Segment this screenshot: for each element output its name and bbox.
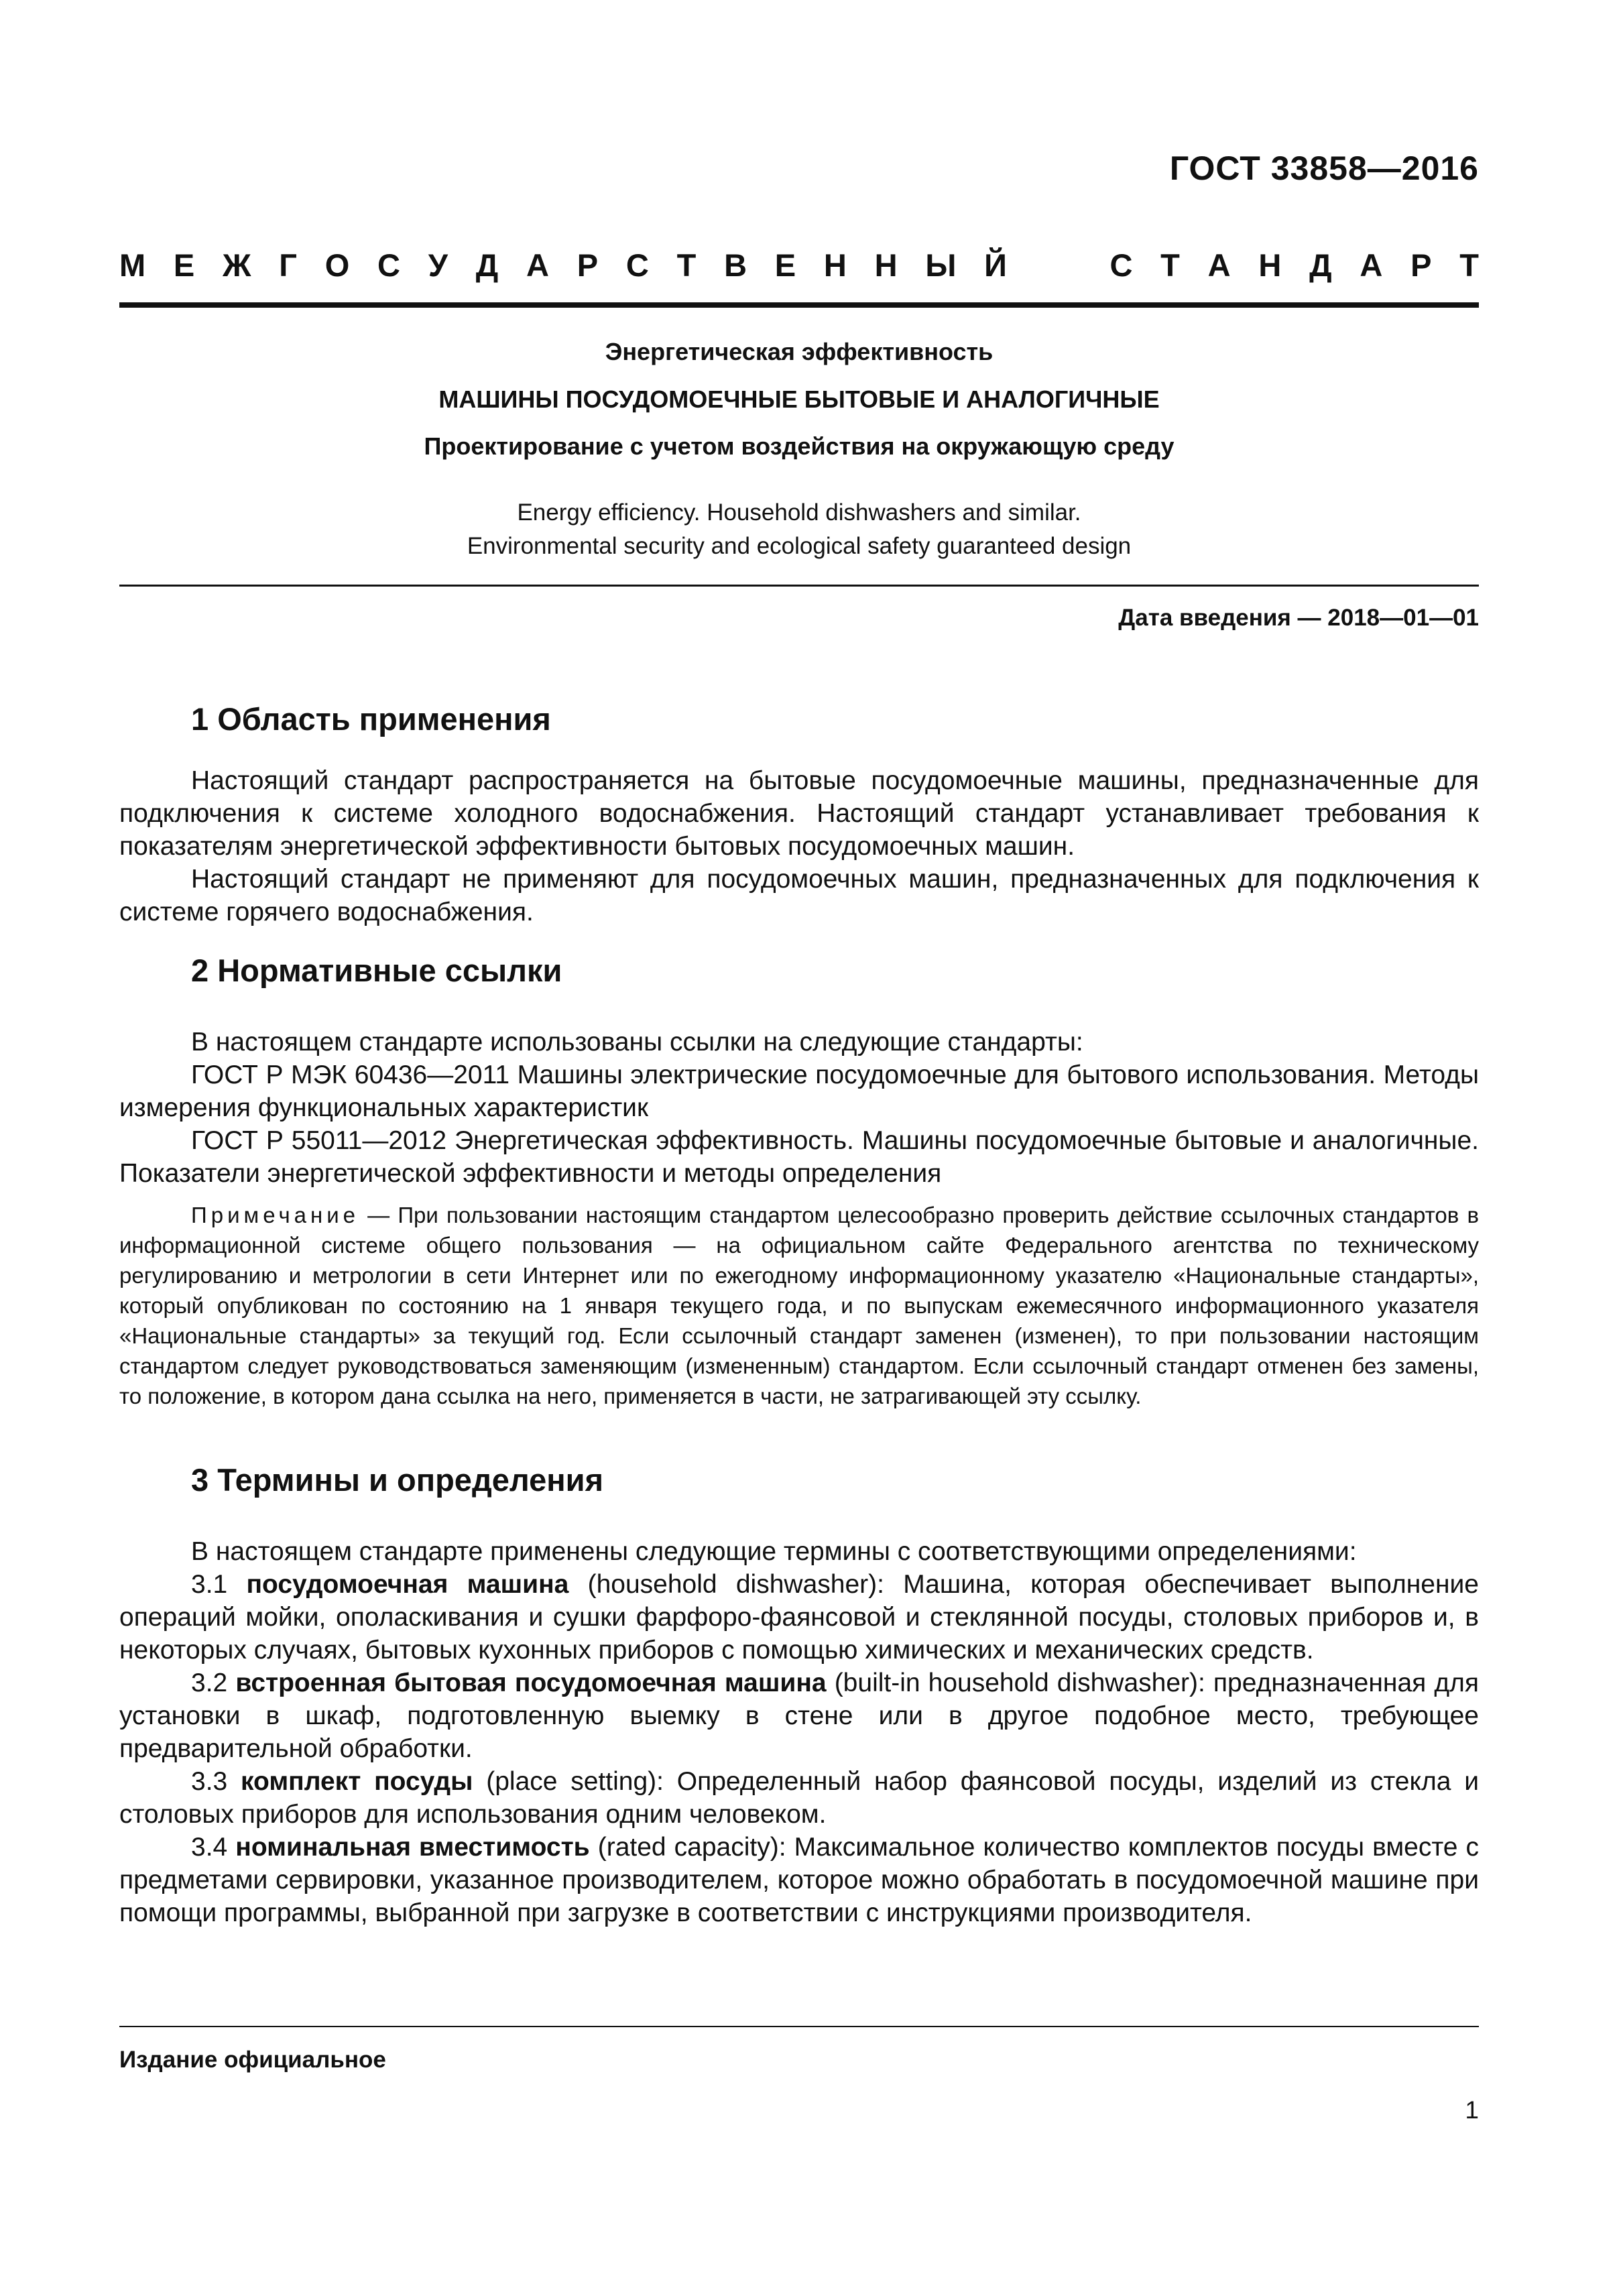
banner-letter: С: [377, 247, 400, 283]
paragraph: В настоящем стандарте использованы ссылки на следующие стандарты:: [191, 1028, 1083, 1056]
term: комплект посуды: [241, 1767, 473, 1796]
paragraph: Настоящий стандарт распространяется на бытовые посудомоечные машины, предназначенные для подключения к системе холодного водоснабжения. Настоящий стандарт устанавливает требования к показателям энергетической эффективности бытовых посудомоечных машин.: [119, 766, 1479, 861]
banner-letter: Н: [874, 247, 898, 283]
banner-letter: Г: [279, 247, 297, 283]
title-dishwashers: МАШИНЫ ПОСУДОМОЕЧНЫЕ БЫТОВЫЕ И АНАЛОГИЧНЫЕ: [438, 385, 1160, 413]
banner-word-gap: [1035, 247, 1082, 284]
banner-letter: А: [1360, 247, 1383, 283]
footer-rule: [119, 2026, 1479, 2027]
banner-letter: Д: [1309, 247, 1332, 283]
banner-letter: А: [526, 247, 549, 283]
banner-letter: М: [119, 247, 146, 283]
banner-letter: Е: [774, 247, 796, 283]
english-title: [119, 496, 1479, 563]
title-design: Проектирование с учетом воздействия на окружающую среду: [424, 432, 1175, 460]
banner-letter: У: [428, 247, 448, 283]
english-title-line-2: Environmental security and ecological safety guaranteed design: [467, 533, 1132, 559]
banner-letter: А: [1207, 247, 1231, 283]
term: номинальная вместимость: [235, 1833, 590, 1862]
title-rule: [119, 585, 1479, 587]
banner-letter: Н: [1258, 247, 1282, 283]
banner-letter: Ж: [223, 247, 251, 283]
section-1-heading: 1 Область применения: [191, 701, 551, 737]
section-2-heading: 2 Нормативные ссылки: [191, 953, 562, 988]
section-2-body: [119, 1026, 1479, 1190]
official-edition: Издание официальное: [119, 2047, 386, 2073]
english-title-line-1: Energy efficiency. Household dishwashers and similar.: [517, 499, 1081, 526]
banner-letter: С: [1109, 247, 1133, 283]
standard-number: ГОСТ 33858—2016: [1169, 149, 1479, 187]
term-definition: 3.3 комплект посуды (place setting): Определенный набор фаянсовой посуды, изделий из стекла и столовых приборов для использования одним человеком.: [119, 1767, 1479, 1829]
banner-letter: Т: [1160, 247, 1180, 283]
banner-letter: Й: [984, 247, 1007, 283]
banner-letter: Р: [577, 247, 599, 283]
introduction-date: Дата введения — 2018—01—01: [1118, 605, 1479, 631]
header-rule: [119, 302, 1479, 308]
banner-letter: Д: [475, 247, 499, 283]
term-definition: 3.4 номинальная вместимость (rated capacity): Максимальное количество комплектов посуды вместе с предметами сервировки, указанное производителем, которое можно обработать в посудомоечной машине при помощи программы, выбранной при загрузке в соответствии с инструкциями производителя.: [119, 1833, 1480, 1927]
banner-letter: В: [724, 247, 747, 283]
title-energy-efficiency: Энергетическая эффективность: [605, 338, 994, 365]
banner-letter: Т: [676, 247, 697, 283]
page-number: 1: [1465, 2096, 1479, 2124]
banner-letter: С: [625, 247, 649, 283]
note-text: — При пользовании настоящим стандартом целесообразно проверить действие ссылочных стандартов в информационной системе общего пользования — на официальном сайте Федерального агентства по техническому регулированию и метрологии в сети Интернет или по ежегодному информационному указателю «Национальные стандарты», который опубликован по состоянию на 1 января текущего года, и по выпускам ежемесячного информационного указателя «Национальные стандарты» за текущий год. Если ссылочный стандарт заменен (изменен), то при пользовании настоящим стандартом следует руководствоваться заменяющим (измененным) стандартом. Если ссылочный стандарт отменен без замены, то положение, в котором дана ссылка на него, применяется в части, не затрагивающей эту ссылку.: [119, 1203, 1479, 1408]
term: встроенная бытовая посудомоечная машина: [235, 1669, 827, 1697]
term-definition: 3.1 посудомоечная машина (household dishwasher): Машина, которая обеспечивает выполнение операций мойки, ополаскивания и сушки фарфоро-фаянсовой и стеклянной посуды, столовых приборов и, в некоторых случаях, бытовых кухонных приборов с помощью химических и механических средств.: [119, 1570, 1479, 1665]
banner-letter: Н: [823, 247, 847, 283]
paragraph: Настоящий стандарт не применяют для посудомоечных машин, предназначенных для подключения к системе горячего водоснабжения.: [119, 865, 1479, 926]
section-3-body: [119, 1535, 1479, 1929]
paragraph: ГОСТ Р 55011—2012 Энергетическая эффективность. Машины посудомоечные бытовые и аналогичные. Показатели энергетической эффективности и методы определения: [119, 1126, 1479, 1188]
term-definition: 3.2 встроенная бытовая посудомоечная машина (built-in household dishwasher): предназначенная для установки в шкаф, подготовленную выемку в стене или в другое подобное место, требующее предварительной обработки.: [119, 1669, 1479, 1763]
banner-letter: Т: [1459, 247, 1479, 283]
banner-letter: О: [324, 247, 350, 283]
reference-note: [119, 1200, 1479, 1411]
banner-letter: Е: [173, 247, 195, 283]
paragraph: ГОСТ Р МЭК 60436—2011 Машины электрические посудомоечные для бытового использования. Методы измерения функциональных характеристик: [119, 1061, 1479, 1122]
interstate-standard-banner: [119, 247, 1479, 284]
section-1-body: [119, 764, 1479, 928]
banner-letter: Р: [1410, 247, 1432, 283]
paragraph: В настоящем стандарте применены следующие термины с соответствующими определениями:: [191, 1537, 1357, 1566]
note-label: Примечание: [191, 1203, 360, 1227]
section-3-heading: 3 Термины и определения: [191, 1462, 603, 1498]
term: посудомоечная машина: [246, 1570, 569, 1599]
banner-letter: Ы: [925, 247, 957, 283]
